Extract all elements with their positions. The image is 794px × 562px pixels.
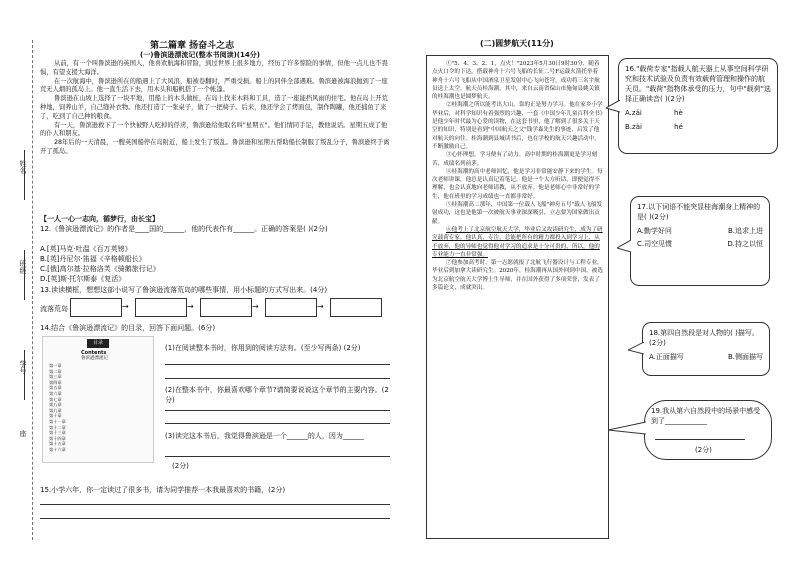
answer-line[interactable] xyxy=(165,364,390,365)
number-field-line[interactable] xyxy=(24,350,26,400)
toc-item: 第一章 xyxy=(49,363,62,368)
bubble-pointer xyxy=(617,240,631,254)
toc-item: 第六章 xyxy=(49,390,62,396)
class-field-label: 班级 xyxy=(19,260,27,274)
toc-item: 第五章 xyxy=(49,385,62,391)
question-18: 18.第四自然段是对人物的( )描写。(2分) xyxy=(649,329,759,347)
toc-item: 第十二章 xyxy=(49,424,66,430)
question-16-bubble xyxy=(618,58,778,154)
answer-line[interactable] xyxy=(165,378,390,379)
answer-line[interactable] xyxy=(40,504,390,505)
toc-subheading: Contents xyxy=(81,350,107,356)
question-19-bubble xyxy=(644,400,772,460)
q13-blank-box-5[interactable] xyxy=(330,298,382,317)
q12-option-c[interactable]: C.[俄]高尔基·拉格洛芙《骑鹅旅行记》 xyxy=(40,265,160,273)
bubble-pointer xyxy=(608,420,646,436)
class-field-line[interactable] xyxy=(24,250,26,300)
toc-book-title: 鲁滨逊漂流记 xyxy=(81,356,108,361)
question-14: 14.结合《鲁滨逊漂流记》的目录，回答下面问题。(6分) xyxy=(40,324,216,332)
question-15: 15.小学六年，你一定读过了很多书，请为同学推荐一本我最喜欢的书籍，(2分) xyxy=(40,486,286,494)
passage-paragraph: ③心怀理想，学习便有了动力。高中时期的桂海潮更是学习刻苦，成绩名列前茅。 xyxy=(432,152,598,167)
q12-option-a[interactable]: A.[英]马克·吐温《百万英镑》 xyxy=(40,245,132,253)
arrow-icon: → xyxy=(122,302,129,311)
q17-option-b[interactable]: B.追求上进 xyxy=(727,227,763,235)
toc-item: 第八章 xyxy=(49,402,62,408)
question-18-bubble xyxy=(642,322,770,376)
subsection-heading: 【一人一心一志向，循梦行，由长宝】 xyxy=(40,215,159,223)
answer-line[interactable] xyxy=(165,456,390,457)
seat-field-label: 座 xyxy=(19,430,27,437)
answer-line[interactable] xyxy=(165,410,390,411)
chapter-title: 第二篇章 扬奋斗之志 xyxy=(150,41,235,51)
binding-line xyxy=(32,40,33,540)
toc-item: 第七章 xyxy=(49,396,62,402)
passage-paragraph: ①"5、4、3、2、1，点火！"2023年5月30日9时30分，随着点火口令的下达，搭载神舟十六号飞船的长征二号F运载火箭托举着神舟十六号飞船从中国酒泉卫星发射中心飞向苍穹，成功将三名宇航员送上太空。航天员桂海潮，其中，来自云南省保山市施甸县姚关镇的桂海潮也是圆梦航天。 xyxy=(432,61,600,101)
q12-option-d[interactable]: D.[英]斯·托尔斯泰《复活》 xyxy=(40,275,126,283)
passage-frame xyxy=(426,55,609,539)
toc-image xyxy=(42,336,154,463)
passage-paragraph-highlighted: ⑥他考上了北京航空航天大学，毕业后又攻读研究生，成为了研究载荷专家。他认真、专注，总能把所有的精力都投入到学习上，从不放弃，他的导师也觉得他对学习的追求是十分可贵的，所以，他的专业能力一直非常强。 xyxy=(432,226,603,258)
passage-robinson xyxy=(40,60,390,157)
arrow-icon: → xyxy=(252,302,259,311)
q19-score: (2分) xyxy=(695,446,712,454)
question-12: 12.《鲁滨逊漂流记》的作者是____国的______，他的代表作有______。正确的答案是( )(2分) xyxy=(40,225,328,233)
toc-item: 第十四章 xyxy=(49,435,66,441)
q16-option-b-second: hé xyxy=(674,123,683,131)
passage-paragraph: 28年后的一天清晨，一艘英国船停在岛附近，船上发生了叛乱。鲁滨逊和星期五帮助船长制服了叛乱分子，鲁滨逊终于离开了孤岛。 xyxy=(40,139,390,155)
passage-paragraph: 在一次航海中，鲁滨逊所在的船遇上了大风浪，船被卷翻时，严重受损。船上的同伴全部遇难。鲁滨逊被海浪抛到了一座荒无人烟的孤岛上。他一直生活下去，用木头和船帆搭了一个帐篷。 xyxy=(40,77,388,94)
q16-option-b[interactable]: B.zài xyxy=(625,123,642,131)
toc-item: 第九章 xyxy=(49,407,62,413)
question-19: 19.我从第六自然段中的场景中感受到了____________ xyxy=(651,407,761,425)
toc-item: 第二章 xyxy=(49,368,62,374)
q17-option-a[interactable]: A.勤学好问 xyxy=(637,227,672,235)
toc-item: 第四章 xyxy=(49,379,62,385)
toc-item: 第十三章 xyxy=(49,430,66,436)
toc-item: 第十一章 xyxy=(49,418,66,424)
q18-option-a[interactable]: A.正面描写 xyxy=(649,353,684,361)
passage-paragraph: 有一天，鲁滨逊救下了一个快被野人吃掉的俘虏，鲁滨逊给他取名叫"星期五"。他们情同手足，教他说话。星期五成了他的仆人和朋友。 xyxy=(40,121,388,138)
toc-item: 第十五章 xyxy=(49,441,66,447)
section-two-title: (二)圆梦航天(11分) xyxy=(480,39,554,48)
number-field-label: 学号 xyxy=(19,360,27,374)
q14-sub1: (1)在阅读整本书时，你用到的阅读方法有。(至少写两条) (2分) xyxy=(165,344,361,352)
passage-paragraph: ⑦他参加高考时，第一志愿就报了北航飞行器设计与工程专业，毕业后到加拿大读研究生。2020年，桂海潮再从国外回到中国，被选为北京航空航天大学博士生导师，并在国外获得了多项荣誉，发表了多篇论文，成就突出。 xyxy=(432,260,603,292)
q18-option-b[interactable]: B.侧面描写 xyxy=(727,353,763,361)
arrow-icon: → xyxy=(187,302,194,311)
q13-blank-box-1[interactable] xyxy=(70,298,122,317)
passage-paragraph: ②桂海潮之所以能考出大山，靠的正是努力学习。他在家乡小学毕业后，对科学知识有着强烈的兴趣，一套《中国少年儿童百科全书》是他少年时代最为心爱的读物，在这套书里，他了解到了很多关于天空的知识，特别是看到"中国航天之父"钱学森先生的事迹，启发了他对航天的向往。桂海潮到县城读书后，也在学校的航天兴趣活动中，不断激励自己。 xyxy=(432,102,603,150)
toc-list xyxy=(49,363,147,453)
q17-option-d[interactable]: D.持之以恒 xyxy=(727,240,763,248)
passage-paragraph: ④桂海潮的高中老师回忆，他是学习非常能安静下来的学生。每次老师讲课，他总是认真记着笔记。他是一个大方听话，即便觉得不理解，也会认真地向老师请教，从不放弃。他是老师心中非常好的学生，他在班里的学习成绩也一直都非常好。 xyxy=(432,168,603,200)
q12-option-b[interactable]: B.[英]丹尼尔·笛福《辛格顿船长》 xyxy=(40,255,146,263)
q16-option-a[interactable]: A.zǎi xyxy=(625,109,642,117)
passage-paragraph: 从前，有一个叫鲁滨逊的英国人，他喜欢航海和冒险，到过世界上很多地方，经历了许多惊险的事情，但他一点儿也不畏惧，有望支援大海洋。 xyxy=(40,60,388,76)
question-17: 17.以下词语不能突显桂海潮身上精神的是( )(2分) xyxy=(637,203,761,221)
bubble-pointer xyxy=(628,342,644,356)
toc-item: 第三章 xyxy=(49,374,62,380)
q13-start-label: 流落荒岛 xyxy=(40,305,68,313)
question-13: 13.读读横框，想想这部小说写了鲁滨逊流落荒岛的哪些事情，用小标题的方式写出来。(4分) xyxy=(40,286,328,294)
q14-sub3-score: (2分) xyxy=(172,462,189,470)
q13-blank-box-3[interactable] xyxy=(200,298,252,317)
toc-item: 第十章 xyxy=(49,413,62,419)
q16-option-a-second: hè xyxy=(674,109,683,117)
bubble-pointer xyxy=(606,100,620,114)
q14-sub2: (2)在整本书中，你最喜欢哪个章节?请简要说说这个章节的主要内容。(2分) xyxy=(165,386,389,404)
question-16: 16."载荷专家"指载人航天器上从事空间科学研究和技术试验及负责有效载荷管理和操作的航天员。"载荷"指物体承受的压力，句中"载荷"选择正确读音( )(2分) xyxy=(625,65,771,103)
toc-item: 第十六章 xyxy=(49,446,66,452)
name-field-line[interactable] xyxy=(24,150,26,200)
name-field-label: 姓名 xyxy=(19,160,27,174)
passage-paragraph: 鲁滨逊在山坡上选择了一块平地，用船上的木头做桩，在岛上找来木料和工具，造了一座能挡风雨的住宅。他在岛上开荒种地，饲养山羊，自己缝补衣物。他还打造了一张桌子，做了一把椅子。后来，他还学会了烤面包，制作陶罐，他还捕鱼了来了，吃到了自己种的粮食。 xyxy=(40,95,388,120)
q13-blank-box-4[interactable] xyxy=(265,298,317,317)
passage-paragraph: ⑤桂海潮高二那年，中国第一位载人飞船"神舟五号"载人飞船发射成功，这也是他第一次被航天事业深深吸引，立志要为国家做出贡献。 xyxy=(432,202,603,225)
toc-heading: 目录 xyxy=(87,339,109,348)
q13-blank-box-2[interactable] xyxy=(135,298,187,317)
arrow-icon: → xyxy=(317,302,324,311)
question-17-bubble xyxy=(630,196,770,286)
section-one-title: (一)鲁滨逊漂流记(整本书阅读)(14分) xyxy=(140,51,260,59)
answer-line[interactable] xyxy=(165,423,390,424)
q14-sub3: (3)读完这本书后，我觉得鲁滨逊是一个______的人，因为______ xyxy=(165,432,364,440)
q17-option-c[interactable]: C.司空见惯 xyxy=(637,240,673,248)
answer-line[interactable] xyxy=(40,518,390,519)
answer-line[interactable] xyxy=(655,439,745,440)
